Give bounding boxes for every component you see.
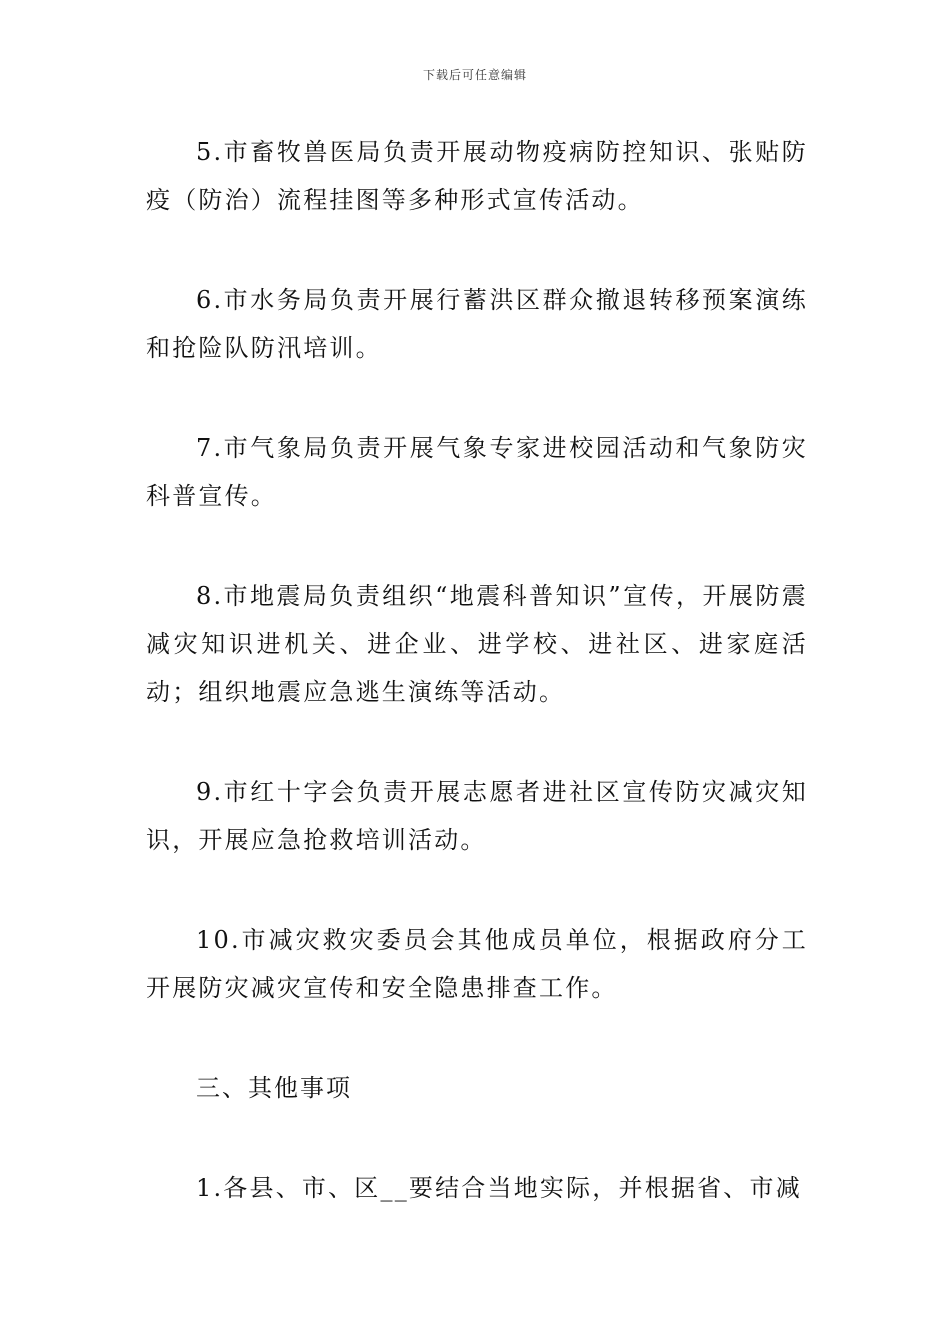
paragraph-item-5: 5.市畜牧兽医局负责开展动物疫病防控知识、张贴防疫（防治）流程挂图等多种形式宣传活动。 <box>146 138 808 214</box>
document-body <box>146 128 808 1212</box>
paragraph-other-1: 1.各县、市、区__要结合当地实际，并根据省、市减 <box>196 1174 802 1202</box>
paragraph-item-6: 6.市水务局负责开展行蓄洪区群众撤退转移预案演练和抢险队防汛培训。 <box>146 286 808 362</box>
paragraph-item-7: 7.市气象局负责开展气象专家进校园活动和气象防灾科普宣传。 <box>146 434 808 510</box>
header-note: 下载后可任意编辑 <box>422 68 527 82</box>
paragraph-item-10: 10.市减灾救灾委员会其他成员单位，根据政府分工开展防灾减灾宣传和安全隐患排查工作。 <box>146 926 808 1002</box>
paragraph-item-9: 9.市红十字会负责开展志愿者进社区宣传防灾减灾知识，开展应急抢救培训活动。 <box>146 778 808 854</box>
paragraph-item-8: 8.市地震局负责组织“地震科普知识”宣传，开展防震减灾知识进机关、进企业、进学校、进社区、进家庭活动；组织地震应急逃生演练等活动。 <box>146 582 808 706</box>
section-heading: 三、其他事项 <box>196 1074 352 1102</box>
